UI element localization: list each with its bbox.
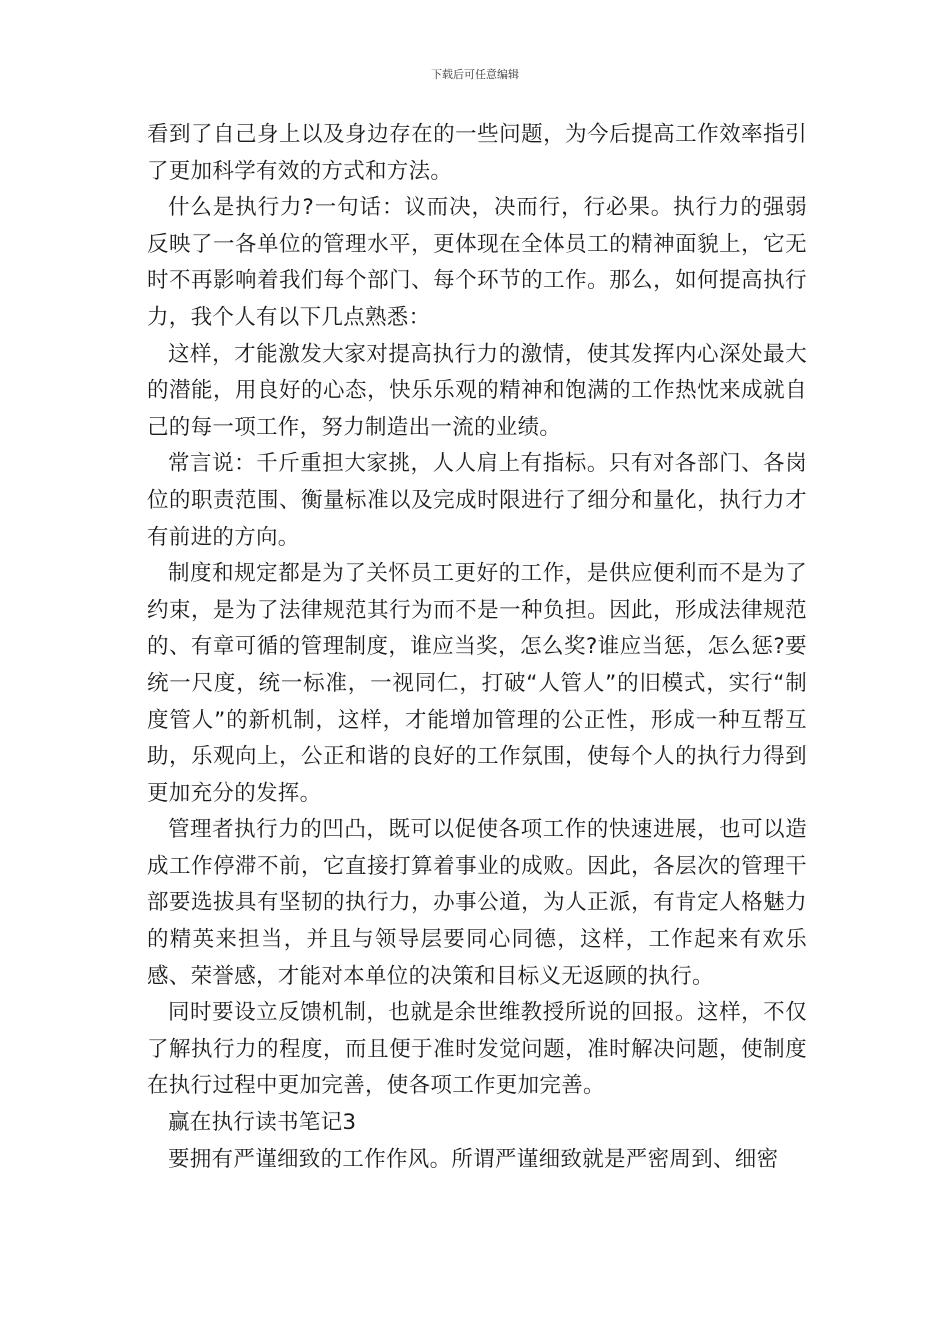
paragraph: 常言说：千斤重担大家挑，人人肩上有指标。只有对各部门、各岗位的职责范围、衡量标准以及完成时限进行了细分和量化，执行力才有前进的方向。 xyxy=(147,451,807,550)
paragraph: 什么是执行力?一句话：议而决，决而行，行必果。执行力的强弱反映了一各单位的管理水平，更体现在全体员工的精神面貌上，它无时不再影响着我们每个部门、每个环节的工作。那么，如何提高执行力，我个人有以下几点熟悉： xyxy=(147,195,807,330)
paragraph: 看到了自己身上以及身边存在的一些问题，为今后提高工作效率指引了更加科学有效的方式和方法。 xyxy=(147,122,807,184)
page-header: 下载后可任意编辑 xyxy=(431,68,519,81)
paragraph: 要拥有严谨细致的工作作风。所谓严谨细致就是严密周到、细密 xyxy=(168,1146,779,1172)
paragraph: 这样，才能激发大家对提高执行力的激情，使其发挥内心深处最大的潜能，用良好的心态，快乐乐观的精神和饱满的工作热忱来成就自己的每一项工作，努力制造出一流的业绩。 xyxy=(147,341,807,440)
section-heading: 赢在执行读书笔记3 xyxy=(168,1110,357,1136)
paragraph: 制度和规定都是为了关怀员工更好的工作，是供应便利而不是为了约束，是为了法律规范其行为而不是一种负担。因此，形成法律规范的、有章可循的管理制度，谁应当奖，怎么奖?谁应当惩，怎么惩?要统一尺度，统一标准，一视同仁，打破“人管人”的旧模式，实行“制度管人”的新机制，这样，才能增加管理的公正性，形成一种互帮互助，乐观向上，公正和谐的良好的工作氛围，使每个人的执行力得到更加充分的发挥。 xyxy=(147,561,807,806)
paragraph: 管理者执行力的凹凸，既可以促使各项工作的快速进展，也可以造成工作停滞不前，它直接打算着事业的成败。因此，各层次的管理干部要选拔具有坚韧的执行力，办事公道，为人正派，有肯定人格魅力的精英来担当，并且与领导层要同心同德，这样，工作起来有欢乐感、荣誉感，才能对本单位的决策和目标义无返顾的执行。 xyxy=(147,817,807,989)
document-body xyxy=(147,117,807,1178)
paragraph: 同时要设立反馈机制，也就是余世维教授所说的回报。这样，不仅了解执行力的程度，而且便于准时发觉问题，准时解决问题，使制度在执行过程中更加完善，使各项工作更加完善。 xyxy=(147,1000,807,1099)
